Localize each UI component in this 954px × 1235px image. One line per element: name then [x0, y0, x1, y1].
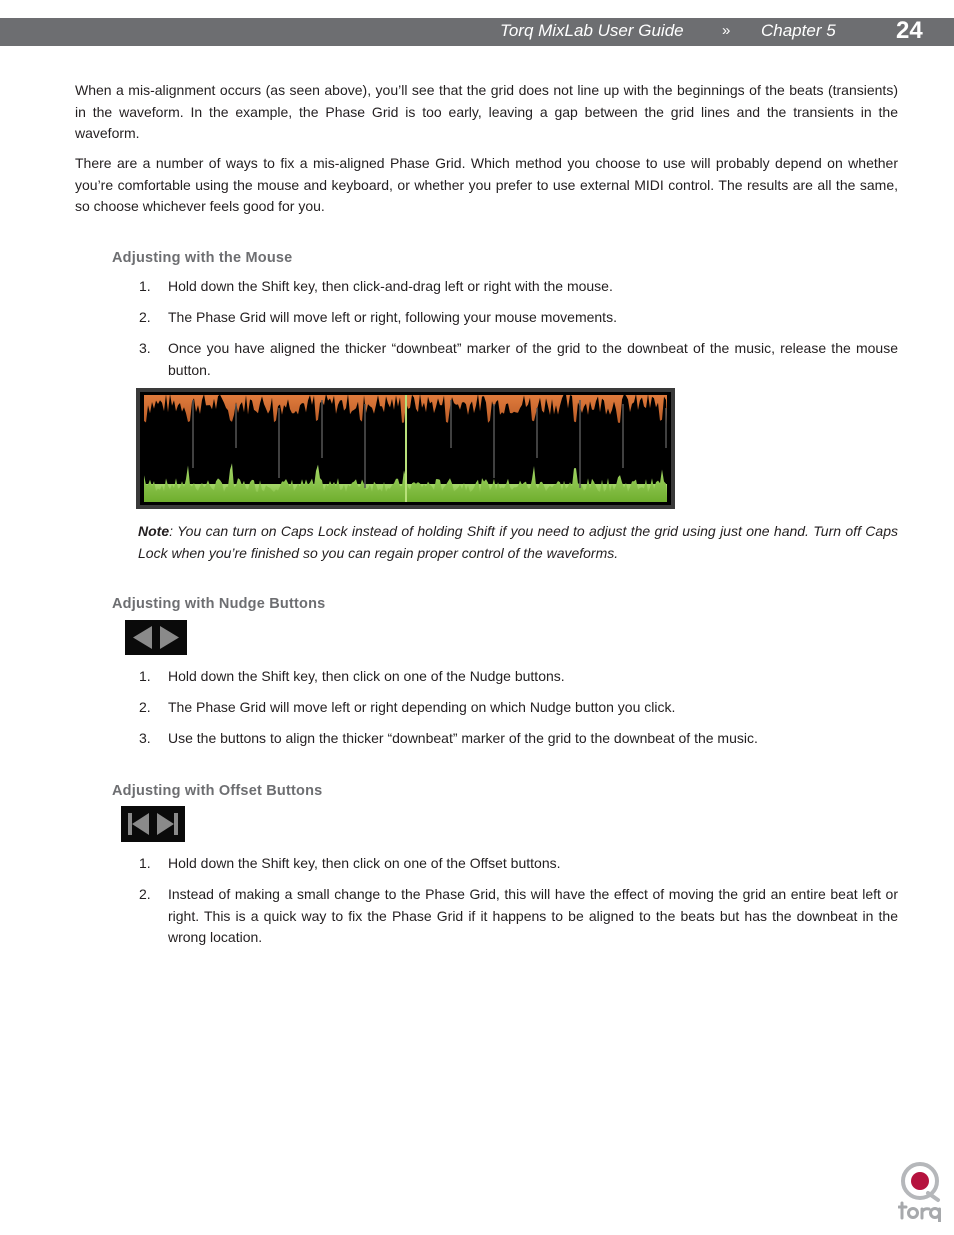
- step-number: 1.: [139, 855, 151, 871]
- note-label: Note: [138, 523, 170, 539]
- torq-logo: [898, 1160, 944, 1222]
- step-text: Instead of making a small change to the Phase Grid, this will have the effect of moving the grid an entire beat left or right. This is a quick way to fix the Phase Grid if it happens to be aligned to the beats but has the downbeat in the wrong location.: [168, 886, 898, 945]
- waveform-image: [136, 388, 675, 509]
- note-text: : You can turn on Caps Lock instead of holding Shift if you need to adjust the grid using just one hand. Turn off Caps Lock when you’re finished so you can regain proper control of the waveforms.: [138, 523, 898, 561]
- step-text: The Phase Grid will move left or right depending on which Nudge button you click.: [168, 699, 676, 715]
- step-number: 3.: [139, 340, 151, 356]
- step-number: 1.: [139, 668, 151, 684]
- section-heading-mouse: Adjusting with the Mouse: [112, 250, 293, 266]
- header-separator: »: [722, 22, 731, 39]
- step-number: 2.: [139, 699, 151, 715]
- step-text: The Phase Grid will move left or right, following your mouse movements.: [168, 309, 617, 325]
- offset-buttons-icon: [121, 806, 185, 842]
- step-text: Use the buttons to align the thicker “downbeat” marker of the grid to the downbeat of the music.: [168, 730, 758, 746]
- step-number: 2.: [139, 309, 151, 325]
- section-heading-offset: Adjusting with Offset Buttons: [112, 783, 323, 799]
- section-heading-nudge: Adjusting with Nudge Buttons: [112, 596, 326, 612]
- step-number: 3.: [139, 730, 151, 746]
- intro-paragraph: There are a number of ways to fix a mis-aligned Phase Grid. Which method you choose to use will probably depend on whether you’re comfortable using the mouse and keyboard, or whether you prefer to use external MIDI control. The results are all the same, so choose whichever feels good for you.: [75, 155, 898, 214]
- step-text: Hold down the Shift key, then click-and-drag left or right with the mouse.: [168, 278, 613, 294]
- nudge-buttons-icon: [125, 620, 187, 655]
- step-number: 1.: [139, 278, 151, 294]
- chapter-label: Chapter 5: [761, 21, 836, 40]
- step-text: Hold down the Shift key, then click on one of the Nudge buttons.: [168, 668, 565, 684]
- page-number: 24: [896, 17, 923, 44]
- step-text: Hold down the Shift key, then click on one of the Offset buttons.: [168, 855, 561, 871]
- guide-title: Torq MixLab User Guide: [500, 21, 684, 40]
- intro-paragraph: When a mis-alignment occurs (as seen above), you’ll see that the grid does not line up with the beginnings of the beats (transients) in the waveform. In the example, the Phase Grid is too early, leaving a gap between the grid lines and the transients in the waveform.: [75, 82, 898, 141]
- step-number: 2.: [139, 886, 151, 902]
- step-text: Once you have aligned the thicker “downbeat” marker of the grid to the downbeat of the music, release the mouse button.: [168, 340, 898, 378]
- note-paragraph: [138, 520, 898, 564]
